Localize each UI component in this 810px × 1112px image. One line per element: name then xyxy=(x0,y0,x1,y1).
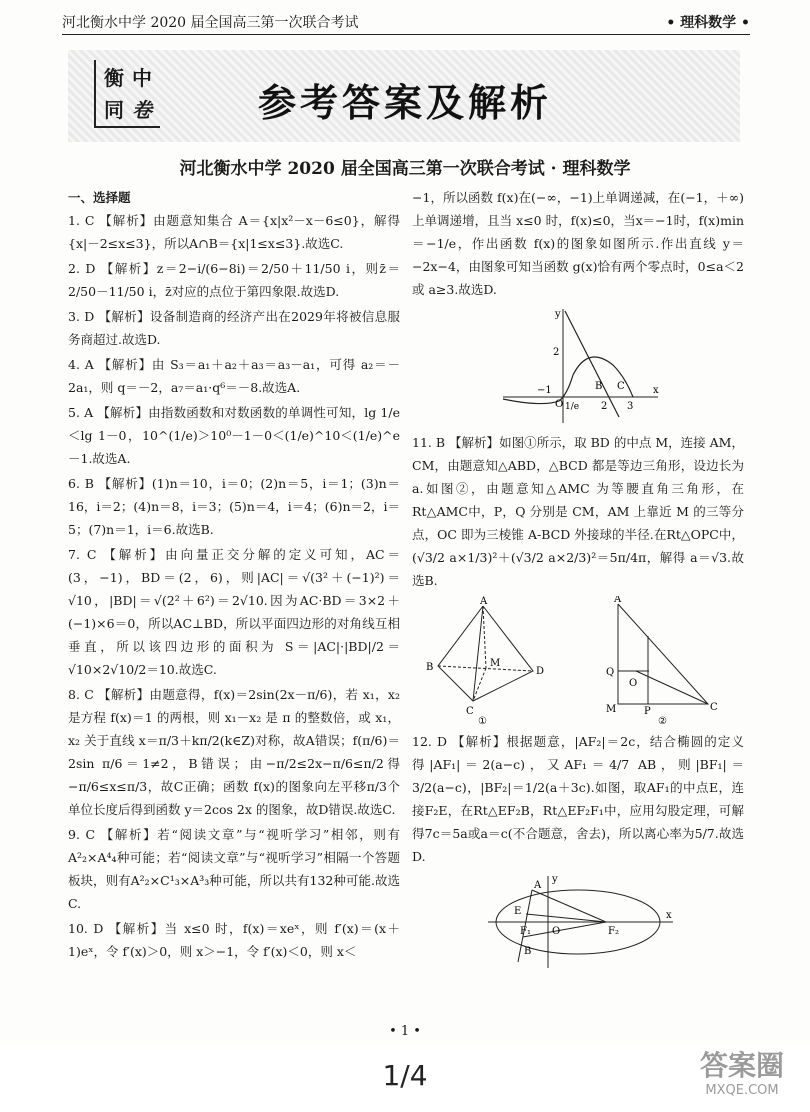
viewer-bar xyxy=(0,1045,810,1112)
site-watermark xyxy=(682,1049,802,1098)
answer-4: 4. A 【解析】由 S₃＝a₁＋a₂＋a₃＝a₃－a₁，可得 a₂＝－2a₁，则 q＝－2，a₇＝a₁·q⁶＝－8.故选A. xyxy=(68,357,400,395)
ellipse-label-E: E xyxy=(514,906,522,917)
banner-title: 参考答案及解析 xyxy=(258,81,553,125)
tetra-label-C: C xyxy=(466,706,474,717)
tri-label-P: P xyxy=(644,706,651,717)
document-subtitle: 河北衡水中学 2020 届全国高三第一次联合考试 · 理科数学 xyxy=(179,159,631,179)
ellipse-label-A: A xyxy=(534,880,542,891)
function-graph-figure xyxy=(493,305,663,427)
tetrahedron-figure xyxy=(426,596,544,726)
answer-11: 11. B 【解析】如图①所示，取 BD 的中点 M，连接 AM，CM，由题意知△ABD，△BCD 都是等边三角形，设边长为 a.如图②，由题意知△AMC 为等腰直角三角形，在Rt△AMC中，P，Q 分别是 CM，AM 上靠近 M 的三等分点，OC 即为三棱锥 A-BCD 外接球的半径.在Rt△OPC中，(√3/2 a×1/3)²＋(√3/2 a×2/3)²＝5π/4π，解得 a＝√3.故选B. xyxy=(412,435,744,588)
answer-10-start: 10. D 【解析】当 x≤0 时，f(x)＝xeˣ，则 f′(x)＝(x＋1)eˣ，令 f′(x)＞0，则 x＞−1，令 f′(x)＜0，则 x＜ xyxy=(68,921,400,959)
tri-label-O: O xyxy=(629,678,638,689)
answer-2: 2. D 【解析】z＝2−i/(6−8i)＝2/50＋11/50 i，则z̄＝2/50－11/50 i，z̄对应的点位于第四象限.故选D. xyxy=(68,261,400,299)
tetra-caption: ① xyxy=(478,716,487,726)
label-y2: 2 xyxy=(553,347,560,358)
tri-label-C: C xyxy=(710,702,718,713)
hengzhong-logo xyxy=(94,60,160,128)
watermark-domain: MXQE.COM xyxy=(705,1083,779,1098)
geometry-figures xyxy=(418,596,738,726)
answer-7: 7. C 【解析】由向量正交分解的定义可知，AC＝(3，−1)，BD＝(2，6)，则|AC|＝√(3²＋(−1)²)＝√10，|BD|＝√(2²＋6²)＝2√10.因为AC·BD＝3×2＋(−1)×6＝0，所以AC⊥BD，所以平面四边形的对角线互相垂直，所以该四边形的面积为 S＝|AC|·|BD|/2＝√10×2√10/2＝10.故选C. xyxy=(68,547,400,677)
answer-10-end: −1，所以函数 f(x)在(−∞，−1)上单调递减，在(−1，＋∞)上单调递增，且当 x≤0 时，f(x)≤0，当x＝−1时，f(x)min＝−1/e，作出函数 f(x)的图象如图所示.作出直线 y＝−2x−4，由图象可知当函数 g(x)恰有两个零点时，0≤a＜2 或 a≥3.故选D. xyxy=(412,190,744,297)
tri-label-Q: Q xyxy=(606,667,615,678)
ellipse-label-O: O xyxy=(552,926,561,937)
logo-char-1: 衡 xyxy=(104,66,124,90)
logo-char-2: 中 xyxy=(132,66,152,90)
label-x3: 3 xyxy=(627,401,634,412)
tetra-label-B: B xyxy=(426,662,434,673)
right-triangle-figure xyxy=(606,596,718,726)
page-number: • 1 • xyxy=(389,1024,421,1039)
page-indicator[interactable]: 1/4 xyxy=(382,1059,428,1092)
label-y: y xyxy=(555,309,561,320)
ellipse-label-y: y xyxy=(552,874,558,885)
answer-8: 8. C 【解析】由题意得，f(x)＝2sin(2x－π/6)，若 x₁，x₂ 是方程 f(x)＝1 的两根，则 x₁－x₂ 是 π 的整数倍，或 x₁，x₂ 关于直线 x＝π/3＋kπ/2(k∈Z)对称，故A错误；f(π/6)＝2sin π/6＝1≠2，B错误；由−π/2≤2x−π/6≤π/2得−π/6≤x≤π/3，故C正确；函数 f(x)的图象向左平移π/3个单位长度后得到函数 y＝2cos 2x 的图象，故D错误.故选C. xyxy=(68,687,400,817)
ellipse-figure xyxy=(478,872,678,972)
tri-caption: ② xyxy=(658,716,667,726)
page-header xyxy=(62,12,750,35)
header-exam-title: 河北衡水中学 2020 届全国高三第一次联合考试 xyxy=(62,15,359,31)
answer-9: 9. C 【解析】若“阅读文章”与“视听学习”相邻，则有A²₂×A⁴₄种可能；若“阅读文章”与“视听学习”相隔一个答题板块，则有A²₂×C¹₃×A³₃种可能，所以共有132种可能.故选C. xyxy=(68,827,400,911)
answer-1: 1. C 【解析】由题意知集合 A＝{x|x²－x－6≤0}，解得{x|－2≤x≤3}，所以A∩B＝{x|1≤x≤3}.故选C. xyxy=(68,213,400,251)
section-heading: 一、选择题 xyxy=(68,190,131,205)
logo-char-4: 卷 xyxy=(132,98,152,122)
watermark-logo-text: 答案圈 xyxy=(699,1049,784,1082)
label-B: B xyxy=(595,381,603,392)
answer-12: 12. D 【解析】根据题意，|AF₂|＝2c，结合椭圆的定义得|AF₁|＝2(a−c)，又AF₁＝4/7 AB，则|BF₁|＝3/2(a−c)，|BF₂|＝1/2(a＋3c).如图，取AF₁的中点E，连接F₂E，在Rt△EF₂B，Rt△EF₂F₁中，应用勾股定理，可解得7c＝5a或a＝c(不合题意，舍去)，所以离心率为5/7.故选D. xyxy=(412,734,744,864)
tri-label-M: M xyxy=(606,704,617,715)
label-origin: O xyxy=(555,399,564,410)
tri-label-A: A xyxy=(614,596,622,605)
tetra-label-A: A xyxy=(480,596,488,607)
answer-5: 5. A 【解析】由指数函数和对数函数的单调性可知，lg 1/e＜lg 1－0，10^(1/e)＞10⁰－1－0＜(1/e)^10＜(1/e)^e－1.故选A. xyxy=(68,405,400,466)
answer-3: 3. D 【解析】设备制造商的经济产出在2029年将被信息服务商超过.故选D. xyxy=(68,309,400,347)
label-x2: 2 xyxy=(601,401,608,412)
label-C: C xyxy=(617,381,625,392)
tetra-label-D: D xyxy=(536,666,545,677)
ellipse-label-F1: F₁ xyxy=(520,926,531,937)
label-one-over-e: 1/e xyxy=(565,402,580,412)
ellipse-label-x: x xyxy=(666,910,672,921)
header-subject: • 理科数学 • xyxy=(666,15,750,31)
answer-banner xyxy=(68,50,740,142)
ellipse-label-B: B xyxy=(524,946,532,957)
right-column xyxy=(412,186,744,976)
left-column xyxy=(68,186,400,965)
ellipse-label-F2: F₂ xyxy=(608,926,619,937)
label-x: x xyxy=(653,385,659,396)
tetra-label-M: M xyxy=(490,658,501,669)
logo-char-3: 同 xyxy=(104,98,124,122)
answer-6: 6. B 【解析】(1)n＝10，i＝0；(2)n＝5，i＝1；(3)n＝16，i＝2；(4)n＝8，i＝3；(5)n＝4，i＝4；(6)n＝2，i＝5；(7)n＝1，i＝6.故选B. xyxy=(68,476,400,537)
label-minus-one: −1 xyxy=(537,385,552,396)
